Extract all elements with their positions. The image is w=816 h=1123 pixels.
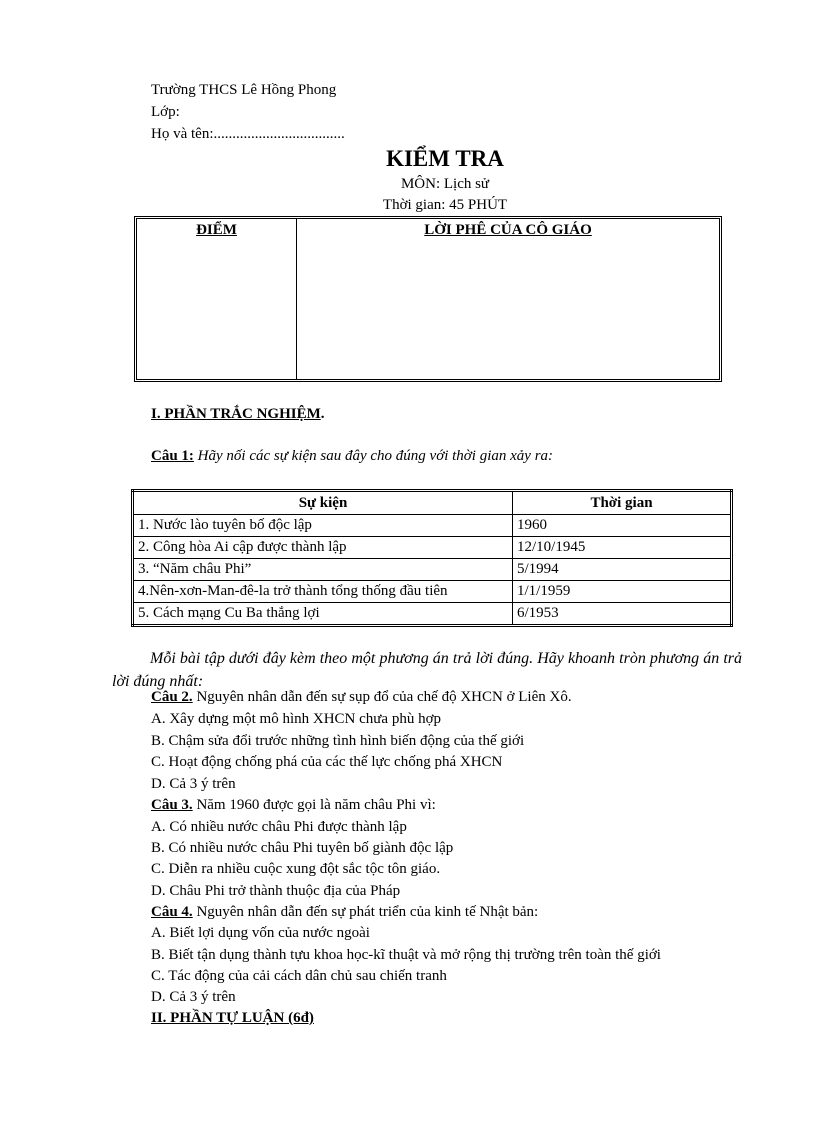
question-2-label: Câu 2. <box>151 689 193 705</box>
question-3-option-d: D. Châu Phi trở thành thuộc địa của Pháp <box>151 883 401 899</box>
part1-heading-text: I. PHẦN TRẮC NGHIỆM <box>151 406 321 422</box>
student-name-label: Họ và tên:................................... <box>151 126 345 142</box>
question-2-option-c: C. Hoạt động chống phá của các thế lực chống phá XHCN <box>151 754 503 770</box>
table-row <box>133 581 732 603</box>
question-2-option-b: B. Chậm sửa đổi trước những tình hình biến động của thế giới <box>151 733 525 749</box>
question-4-option-c: C. Tác động của cải cách dân chủ sau chiến tranh <box>151 968 447 984</box>
exam-subject: MÔN: Lịch sử <box>400 176 490 192</box>
question-4-option-d: D. Cả 3 ý trên <box>151 989 236 1005</box>
instruction-paragraph: Mỗi bài tập dưới đây kèm theo một phương án trả lời đúng. Hãy khoanh tròn phương án trả lời đúng nhất: <box>112 650 742 690</box>
question-2 <box>151 689 572 706</box>
class-label: Lớp: <box>151 104 180 120</box>
question-2-text: Nguyên nhân dẫn đến sự sụp đổ của chế độ XHCN ở Liên Xô. <box>192 689 572 705</box>
time-cell: 12/10/1945 <box>513 537 732 559</box>
event-cell: 3. “Năm châu Phi” <box>133 559 513 581</box>
event-cell: 1. Nước lào tuyên bố độc lập <box>133 515 513 537</box>
column-header-event: Sự kiện <box>133 491 513 515</box>
exam-title: KIỂM TRA <box>386 146 504 171</box>
score-label: ĐIỂM <box>196 222 237 238</box>
school-name: Trường THCS Lê Hồng Phong <box>151 82 337 98</box>
table-row <box>133 515 732 537</box>
event-cell: 2. Công hòa Ai cập được thành lập <box>133 537 513 559</box>
table-row <box>133 559 732 581</box>
event-cell: 5. Cách mạng Cu Ba thắng lợi <box>133 603 513 626</box>
time-cell: 1960 <box>513 515 732 537</box>
question-4-label: Câu 4. <box>151 904 193 920</box>
table-header-row <box>133 491 732 515</box>
question-3-label: Câu 3. <box>151 797 193 813</box>
question-3 <box>151 797 436 814</box>
exam-time: Thời gian: 45 PHÚT <box>382 197 508 213</box>
question-4-option-a: A. Biết lợi dụng vốn của nước ngoài <box>151 925 370 941</box>
question-3-text: Năm 1960 được gọi là năm châu Phi vì: <box>192 797 436 813</box>
part2-heading: II. PHẦN TỰ LUẬN (6đ) <box>151 1010 314 1026</box>
time-cell: 1/1/1959 <box>513 581 732 603</box>
event-cell: 4.Nên-xơn-Man-đê-la trở thành tổng thống đầu tiên <box>133 581 513 603</box>
question-2-option-d: D. Cả 3 ý trên <box>151 776 236 792</box>
time-cell: 5/1994 <box>513 559 732 581</box>
question-4 <box>151 904 538 921</box>
question-1 <box>151 448 553 465</box>
column-header-time: Thời gian <box>513 491 732 515</box>
grade-box-divider <box>296 219 297 379</box>
time-cell: 6/1953 <box>513 603 732 626</box>
question-1-text: Hãy nối các sự kiện sau đây cho đúng với thời gian xảy ra: <box>197 448 554 464</box>
question-1-label: Câu 1: <box>151 448 194 464</box>
question-3-option-b: B. Có nhiều nước châu Phi tuyên bố giành độc lập <box>151 840 454 856</box>
question-2-option-a: A. Xây dựng một mô hình XHCN chưa phù hợp <box>151 711 442 727</box>
question-4-option-b: B. Biết tận dụng thành tựu khoa học-kĩ thuật và mở rộng thị trường trên toàn thế giới <box>151 947 661 963</box>
events-table <box>131 489 733 627</box>
question-3-option-a: A. Có nhiều nước châu Phi được thành lập <box>151 819 407 835</box>
teacher-comment-label: LỜI PHÊ CỦA CÔ GIÁO <box>424 222 592 238</box>
grade-box <box>134 216 722 382</box>
question-4-text: Nguyên nhân dẫn đến sự phát triển của kinh tế Nhật bản: <box>192 904 539 920</box>
part1-heading-dot: . <box>320 406 325 422</box>
table-row <box>133 537 732 559</box>
question-3-option-c: C. Diễn ra nhiều cuộc xung đột sắc tộc tôn giáo. <box>151 861 441 877</box>
part1-heading <box>151 406 324 423</box>
table-row <box>133 603 732 626</box>
